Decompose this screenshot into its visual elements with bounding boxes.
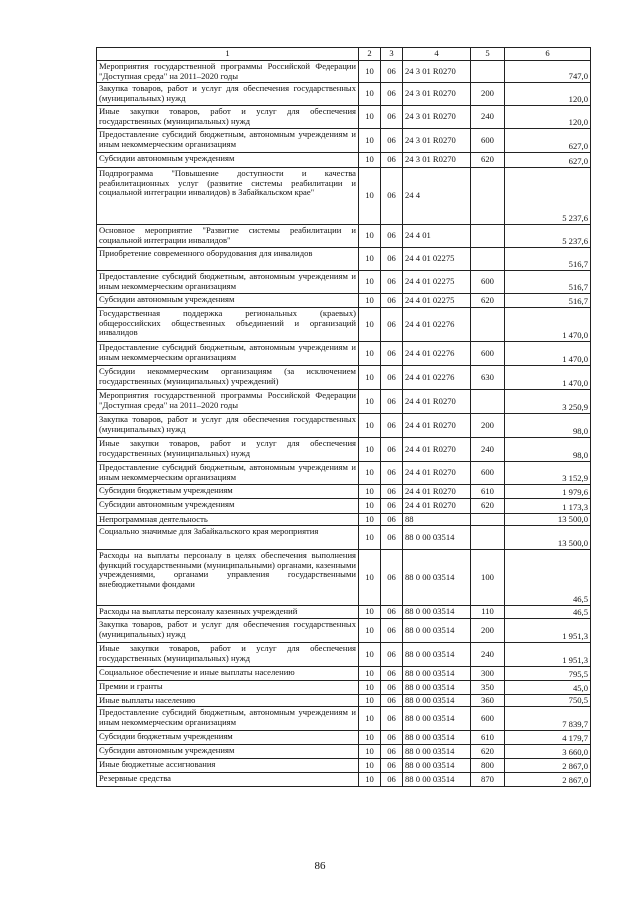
row-target-article-cell: 24 4 01 02276 xyxy=(403,342,471,366)
row-subsection-cell: 06 xyxy=(381,526,403,550)
row-section-cell: 10 xyxy=(359,225,381,248)
row-section-cell: 10 xyxy=(359,308,381,342)
row-expense-type-cell: 870 xyxy=(471,773,505,787)
row-expense-type-cell: 600 xyxy=(471,271,505,294)
row-name-cell: Субсидии бюджетным учреждениям xyxy=(97,731,359,745)
table-row xyxy=(97,550,591,606)
row-expense-type-cell: 200 xyxy=(471,83,505,106)
row-subsection-cell: 06 xyxy=(381,643,403,667)
row-subsection-cell: 06 xyxy=(381,225,403,248)
table-row xyxy=(97,514,591,526)
row-subsection-cell: 06 xyxy=(381,619,403,643)
row-amount-cell: 13 500,0 xyxy=(505,526,591,550)
row-name-cell: Расходы на выплаты персоналу казенных учреждений xyxy=(97,606,359,619)
row-name-cell: Субсидии автономным учреждениям xyxy=(97,153,359,168)
row-expense-type-cell: 610 xyxy=(471,731,505,745)
table-row xyxy=(97,485,591,499)
row-target-article-cell: 24 3 01 R0270 xyxy=(403,61,471,83)
row-amount-cell: 13 500,0 xyxy=(505,514,591,526)
row-expense-type-cell: 600 xyxy=(471,462,505,485)
row-name-cell: Закупка товаров, работ и услуг для обеспечения государственных (муниципальных) нужд xyxy=(97,619,359,643)
row-target-article-cell: 88 0 00 03514 xyxy=(403,681,471,695)
table-row xyxy=(97,643,591,667)
row-amount-cell: 516,7 xyxy=(505,271,591,294)
row-subsection-cell: 06 xyxy=(381,271,403,294)
table-row xyxy=(97,773,591,787)
row-target-article-cell: 24 4 01 R0270 xyxy=(403,499,471,514)
header-cell-name: 1 xyxy=(97,48,359,61)
row-section-cell: 10 xyxy=(359,514,381,526)
row-subsection-cell: 06 xyxy=(381,485,403,499)
row-amount-cell: 120,0 xyxy=(505,83,591,106)
row-subsection-cell: 06 xyxy=(381,168,403,225)
row-expense-type-cell xyxy=(471,168,505,225)
row-name-cell: Иные закупки товаров, работ и услуг для обеспечения государственных (муниципальных) нужд xyxy=(97,106,359,129)
row-name-cell: Субсидии некоммерческим организациям (за исключением государственных (муниципальных) учреждений) xyxy=(97,366,359,390)
row-section-cell: 10 xyxy=(359,438,381,462)
table-row xyxy=(97,619,591,643)
budget-table xyxy=(96,47,591,787)
row-target-article-cell: 24 3 01 R0270 xyxy=(403,153,471,168)
row-section-cell: 10 xyxy=(359,667,381,681)
row-target-article-cell: 24 4 01 02275 xyxy=(403,248,471,271)
row-subsection-cell: 06 xyxy=(381,414,403,438)
row-target-article-cell: 24 4 01 R0270 xyxy=(403,438,471,462)
row-amount-cell: 2 867,0 xyxy=(505,773,591,787)
row-name-cell: Субсидии автономным учреждениям xyxy=(97,294,359,308)
row-target-article-cell: 88 0 00 03514 xyxy=(403,667,471,681)
row-expense-type-cell: 200 xyxy=(471,414,505,438)
header-cell-expense-type: 5 xyxy=(471,48,505,61)
row-expense-type-cell: 600 xyxy=(471,129,505,153)
row-subsection-cell: 06 xyxy=(381,707,403,731)
row-target-article-cell: 24 4 01 02276 xyxy=(403,308,471,342)
page-number: 86 xyxy=(314,860,326,872)
row-target-article-cell: 88 xyxy=(403,514,471,526)
row-name-cell: Закупка товаров, работ и услуг для обеспечения государственных (муниципальных) нужд xyxy=(97,414,359,438)
row-name-cell: Иные закупки товаров, работ и услуг для обеспечения государственных (муниципальных) нужд xyxy=(97,438,359,462)
row-section-cell: 10 xyxy=(359,168,381,225)
row-name-cell: Основное мероприятие "Развитие системы реабилитации и социальной интеграции инвалидов" xyxy=(97,225,359,248)
row-expense-type-cell: 240 xyxy=(471,438,505,462)
row-amount-cell: 1 173,3 xyxy=(505,499,591,514)
row-target-article-cell: 88 0 00 03514 xyxy=(403,526,471,550)
row-name-cell: Субсидии бюджетным учреждениям xyxy=(97,485,359,499)
row-amount-cell: 3 250,9 xyxy=(505,390,591,414)
table-row xyxy=(97,129,591,153)
row-section-cell: 10 xyxy=(359,83,381,106)
row-amount-cell: 516,7 xyxy=(505,294,591,308)
row-target-article-cell: 88 0 00 03514 xyxy=(403,759,471,773)
row-name-cell: Предоставление субсидий бюджетным, автономным учреждениям и иным некоммерческим организациям xyxy=(97,707,359,731)
row-target-article-cell: 88 0 00 03514 xyxy=(403,707,471,731)
row-subsection-cell: 06 xyxy=(381,248,403,271)
row-subsection-cell: 06 xyxy=(381,366,403,390)
row-amount-cell: 46,5 xyxy=(505,606,591,619)
row-section-cell: 10 xyxy=(359,606,381,619)
table-row xyxy=(97,61,591,83)
row-amount-cell: 46,5 xyxy=(505,550,591,606)
row-expense-type-cell xyxy=(471,514,505,526)
row-name-cell: Предоставление субсидий бюджетным, автономным учреждениям и иным некоммерческим организациям xyxy=(97,129,359,153)
row-expense-type-cell: 200 xyxy=(471,619,505,643)
row-subsection-cell: 06 xyxy=(381,550,403,606)
row-amount-cell: 1 470,0 xyxy=(505,308,591,342)
table-row xyxy=(97,526,591,550)
row-target-article-cell: 24 4 01 02275 xyxy=(403,294,471,308)
row-amount-cell: 1 951,3 xyxy=(505,643,591,667)
row-subsection-cell: 06 xyxy=(381,731,403,745)
row-section-cell: 10 xyxy=(359,294,381,308)
row-subsection-cell: 06 xyxy=(381,499,403,514)
table-row xyxy=(97,667,591,681)
row-name-cell: Приобретение современного оборудования для инвалидов xyxy=(97,248,359,271)
table-row xyxy=(97,390,591,414)
table-row xyxy=(97,153,591,168)
row-amount-cell: 4 179,7 xyxy=(505,731,591,745)
row-section-cell: 10 xyxy=(359,759,381,773)
row-target-article-cell: 88 0 00 03514 xyxy=(403,606,471,619)
row-section-cell: 10 xyxy=(359,526,381,550)
row-amount-cell: 98,0 xyxy=(505,438,591,462)
row-subsection-cell: 06 xyxy=(381,61,403,83)
table-row xyxy=(97,695,591,707)
row-section-cell: 10 xyxy=(359,643,381,667)
row-amount-cell: 3 152,9 xyxy=(505,462,591,485)
row-section-cell: 10 xyxy=(359,550,381,606)
row-name-cell: Премии и гранты xyxy=(97,681,359,695)
table-row xyxy=(97,499,591,514)
row-name-cell: Предоставление субсидий бюджетным, автономным учреждениям и иным некоммерческим организациям xyxy=(97,342,359,366)
table-row xyxy=(97,271,591,294)
row-section-cell: 10 xyxy=(359,153,381,168)
row-expense-type-cell xyxy=(471,225,505,248)
row-section-cell: 10 xyxy=(359,731,381,745)
row-amount-cell: 516,7 xyxy=(505,248,591,271)
row-subsection-cell: 06 xyxy=(381,129,403,153)
row-expense-type-cell: 110 xyxy=(471,606,505,619)
row-target-article-cell: 24 3 01 R0270 xyxy=(403,129,471,153)
row-expense-type-cell: 620 xyxy=(471,153,505,168)
table-row xyxy=(97,106,591,129)
row-section-cell: 10 xyxy=(359,462,381,485)
row-expense-type-cell: 360 xyxy=(471,695,505,707)
row-amount-cell: 1 951,3 xyxy=(505,619,591,643)
row-expense-type-cell: 620 xyxy=(471,745,505,759)
row-amount-cell: 5 237,6 xyxy=(505,168,591,225)
row-expense-type-cell xyxy=(471,390,505,414)
row-section-cell: 10 xyxy=(359,619,381,643)
row-subsection-cell: 06 xyxy=(381,153,403,168)
header-row xyxy=(97,48,591,61)
row-name-cell: Субсидии автономным учреждениям xyxy=(97,499,359,514)
row-section-cell: 10 xyxy=(359,745,381,759)
row-amount-cell: 1 979,6 xyxy=(505,485,591,499)
row-expense-type-cell: 600 xyxy=(471,707,505,731)
row-section-cell: 10 xyxy=(359,681,381,695)
row-subsection-cell: 06 xyxy=(381,606,403,619)
row-amount-cell: 120,0 xyxy=(505,106,591,129)
row-subsection-cell: 06 xyxy=(381,462,403,485)
row-subsection-cell: 06 xyxy=(381,667,403,681)
row-expense-type-cell xyxy=(471,526,505,550)
table-row xyxy=(97,731,591,745)
row-name-cell: Иные закупки товаров, работ и услуг для обеспечения государственных (муниципальных) нужд xyxy=(97,643,359,667)
row-target-article-cell: 24 4 01 R0270 xyxy=(403,485,471,499)
row-name-cell: Субсидии автономным учреждениям xyxy=(97,745,359,759)
row-expense-type-cell: 350 xyxy=(471,681,505,695)
row-name-cell: Государственная поддержка региональных (краевых) общероссийских общественных объединений и организаций инвалидов xyxy=(97,308,359,342)
row-target-article-cell: 24 4 01 xyxy=(403,225,471,248)
table-row xyxy=(97,366,591,390)
row-target-article-cell: 24 4 01 R0270 xyxy=(403,462,471,485)
row-section-cell: 10 xyxy=(359,342,381,366)
row-target-article-cell: 24 4 01 R0270 xyxy=(403,390,471,414)
row-amount-cell: 627,0 xyxy=(505,129,591,153)
table-row xyxy=(97,745,591,759)
row-subsection-cell: 06 xyxy=(381,106,403,129)
header-cell-amount: 6 xyxy=(505,48,591,61)
row-name-cell: Иные выплаты населению xyxy=(97,695,359,707)
row-target-article-cell: 24 4 01 02275 xyxy=(403,271,471,294)
row-section-cell: 10 xyxy=(359,129,381,153)
table-row xyxy=(97,83,591,106)
row-expense-type-cell: 630 xyxy=(471,366,505,390)
table-row xyxy=(97,248,591,271)
row-amount-cell: 45,0 xyxy=(505,681,591,695)
row-name-cell: Предоставление субсидий бюджетным, автономным учреждениям и иным некоммерческим организациям xyxy=(97,462,359,485)
row-name-cell: Социально значимые для Забайкальского края мероприятия xyxy=(97,526,359,550)
row-section-cell: 10 xyxy=(359,390,381,414)
row-section-cell: 10 xyxy=(359,707,381,731)
row-section-cell: 10 xyxy=(359,61,381,83)
row-amount-cell: 1 470,0 xyxy=(505,342,591,366)
row-name-cell: Мероприятия государственной программы Российской Федерации "Доступная среда" на 2011–2020 годы xyxy=(97,61,359,83)
row-name-cell: Предоставление субсидий бюджетным, автономным учреждениям и иным некоммерческим организациям xyxy=(97,271,359,294)
row-expense-type-cell: 800 xyxy=(471,759,505,773)
row-expense-type-cell: 240 xyxy=(471,106,505,129)
table-row xyxy=(97,462,591,485)
row-expense-type-cell: 620 xyxy=(471,499,505,514)
row-section-cell: 10 xyxy=(359,248,381,271)
table-row xyxy=(97,168,591,225)
row-expense-type-cell: 240 xyxy=(471,643,505,667)
table-row xyxy=(97,681,591,695)
row-amount-cell: 5 237,6 xyxy=(505,225,591,248)
table-row xyxy=(97,225,591,248)
row-subsection-cell: 06 xyxy=(381,759,403,773)
row-subsection-cell: 06 xyxy=(381,83,403,106)
row-name-cell: Социальное обеспечение и иные выплаты населению xyxy=(97,667,359,681)
row-target-article-cell: 24 4 01 02276 xyxy=(403,366,471,390)
row-target-article-cell: 24 3 01 R0270 xyxy=(403,83,471,106)
header-cell-target-article: 4 xyxy=(403,48,471,61)
row-amount-cell: 1 470,0 xyxy=(505,366,591,390)
row-section-cell: 10 xyxy=(359,485,381,499)
row-target-article-cell: 88 0 00 03514 xyxy=(403,731,471,745)
row-expense-type-cell xyxy=(471,61,505,83)
row-amount-cell: 795,5 xyxy=(505,667,591,681)
row-subsection-cell: 06 xyxy=(381,438,403,462)
header-cell-subsection: 3 xyxy=(381,48,403,61)
row-section-cell: 10 xyxy=(359,366,381,390)
row-subsection-cell: 06 xyxy=(381,745,403,759)
row-section-cell: 10 xyxy=(359,695,381,707)
row-expense-type-cell: 620 xyxy=(471,294,505,308)
row-subsection-cell: 06 xyxy=(381,681,403,695)
row-expense-type-cell xyxy=(471,248,505,271)
row-amount-cell: 98,0 xyxy=(505,414,591,438)
row-target-article-cell: 24 4 01 R0270 xyxy=(403,414,471,438)
row-name-cell: Непрограммная деятельность xyxy=(97,514,359,526)
table-row xyxy=(97,342,591,366)
row-subsection-cell: 06 xyxy=(381,695,403,707)
row-name-cell: Расходы на выплаты персоналу в целях обеспечения выполнения функций государственными (муниципальными) органами, казенными учреждениями, органами управления государственными внебюджетными фондами xyxy=(97,550,359,606)
row-amount-cell: 750,5 xyxy=(505,695,591,707)
row-target-article-cell: 88 0 00 03514 xyxy=(403,695,471,707)
row-section-cell: 10 xyxy=(359,773,381,787)
table-row xyxy=(97,759,591,773)
row-name-cell: Закупка товаров, работ и услуг для обеспечения государственных (муниципальных) нужд xyxy=(97,83,359,106)
table-row xyxy=(97,606,591,619)
row-name-cell: Мероприятия государственной программы Российской Федерации "Доступная среда" на 2011–2020 годы xyxy=(97,390,359,414)
row-section-cell: 10 xyxy=(359,271,381,294)
table-row xyxy=(97,414,591,438)
row-section-cell: 10 xyxy=(359,106,381,129)
row-expense-type-cell: 610 xyxy=(471,485,505,499)
table-row xyxy=(97,707,591,731)
row-subsection-cell: 06 xyxy=(381,390,403,414)
row-expense-type-cell: 300 xyxy=(471,667,505,681)
header-cell-section: 2 xyxy=(359,48,381,61)
row-expense-type-cell xyxy=(471,308,505,342)
row-amount-cell: 2 867,0 xyxy=(505,759,591,773)
row-name-cell: Иные бюджетные ассигнования xyxy=(97,759,359,773)
row-subsection-cell: 06 xyxy=(381,773,403,787)
row-amount-cell: 627,0 xyxy=(505,153,591,168)
row-name-cell: Резервные средства xyxy=(97,773,359,787)
row-target-article-cell: 24 3 01 R0270 xyxy=(403,106,471,129)
row-amount-cell: 3 660,0 xyxy=(505,745,591,759)
row-expense-type-cell: 100 xyxy=(471,550,505,606)
row-target-article-cell: 88 0 00 03514 xyxy=(403,550,471,606)
row-name-cell: Подпрограмма "Повышение доступности и качества реабилитационных услуг (развитие системы реабилитации и социальной интеграции инвалидов) в Забайкальском крае" xyxy=(97,168,359,225)
row-section-cell: 10 xyxy=(359,414,381,438)
table-row xyxy=(97,294,591,308)
row-subsection-cell: 06 xyxy=(381,294,403,308)
row-amount-cell: 747,0 xyxy=(505,61,591,83)
table-row xyxy=(97,308,591,342)
row-target-article-cell: 88 0 00 03514 xyxy=(403,773,471,787)
budget-sheet xyxy=(96,47,590,787)
table-row xyxy=(97,438,591,462)
row-target-article-cell: 88 0 00 03514 xyxy=(403,643,471,667)
row-subsection-cell: 06 xyxy=(381,514,403,526)
row-amount-cell: 7 839,7 xyxy=(505,707,591,731)
row-target-article-cell: 88 0 00 03514 xyxy=(403,745,471,759)
row-subsection-cell: 06 xyxy=(381,308,403,342)
row-expense-type-cell: 600 xyxy=(471,342,505,366)
row-target-article-cell: 24 4 xyxy=(403,168,471,225)
row-target-article-cell: 88 0 00 03514 xyxy=(403,619,471,643)
row-section-cell: 10 xyxy=(359,499,381,514)
budget-table-body xyxy=(97,48,591,787)
row-subsection-cell: 06 xyxy=(381,342,403,366)
